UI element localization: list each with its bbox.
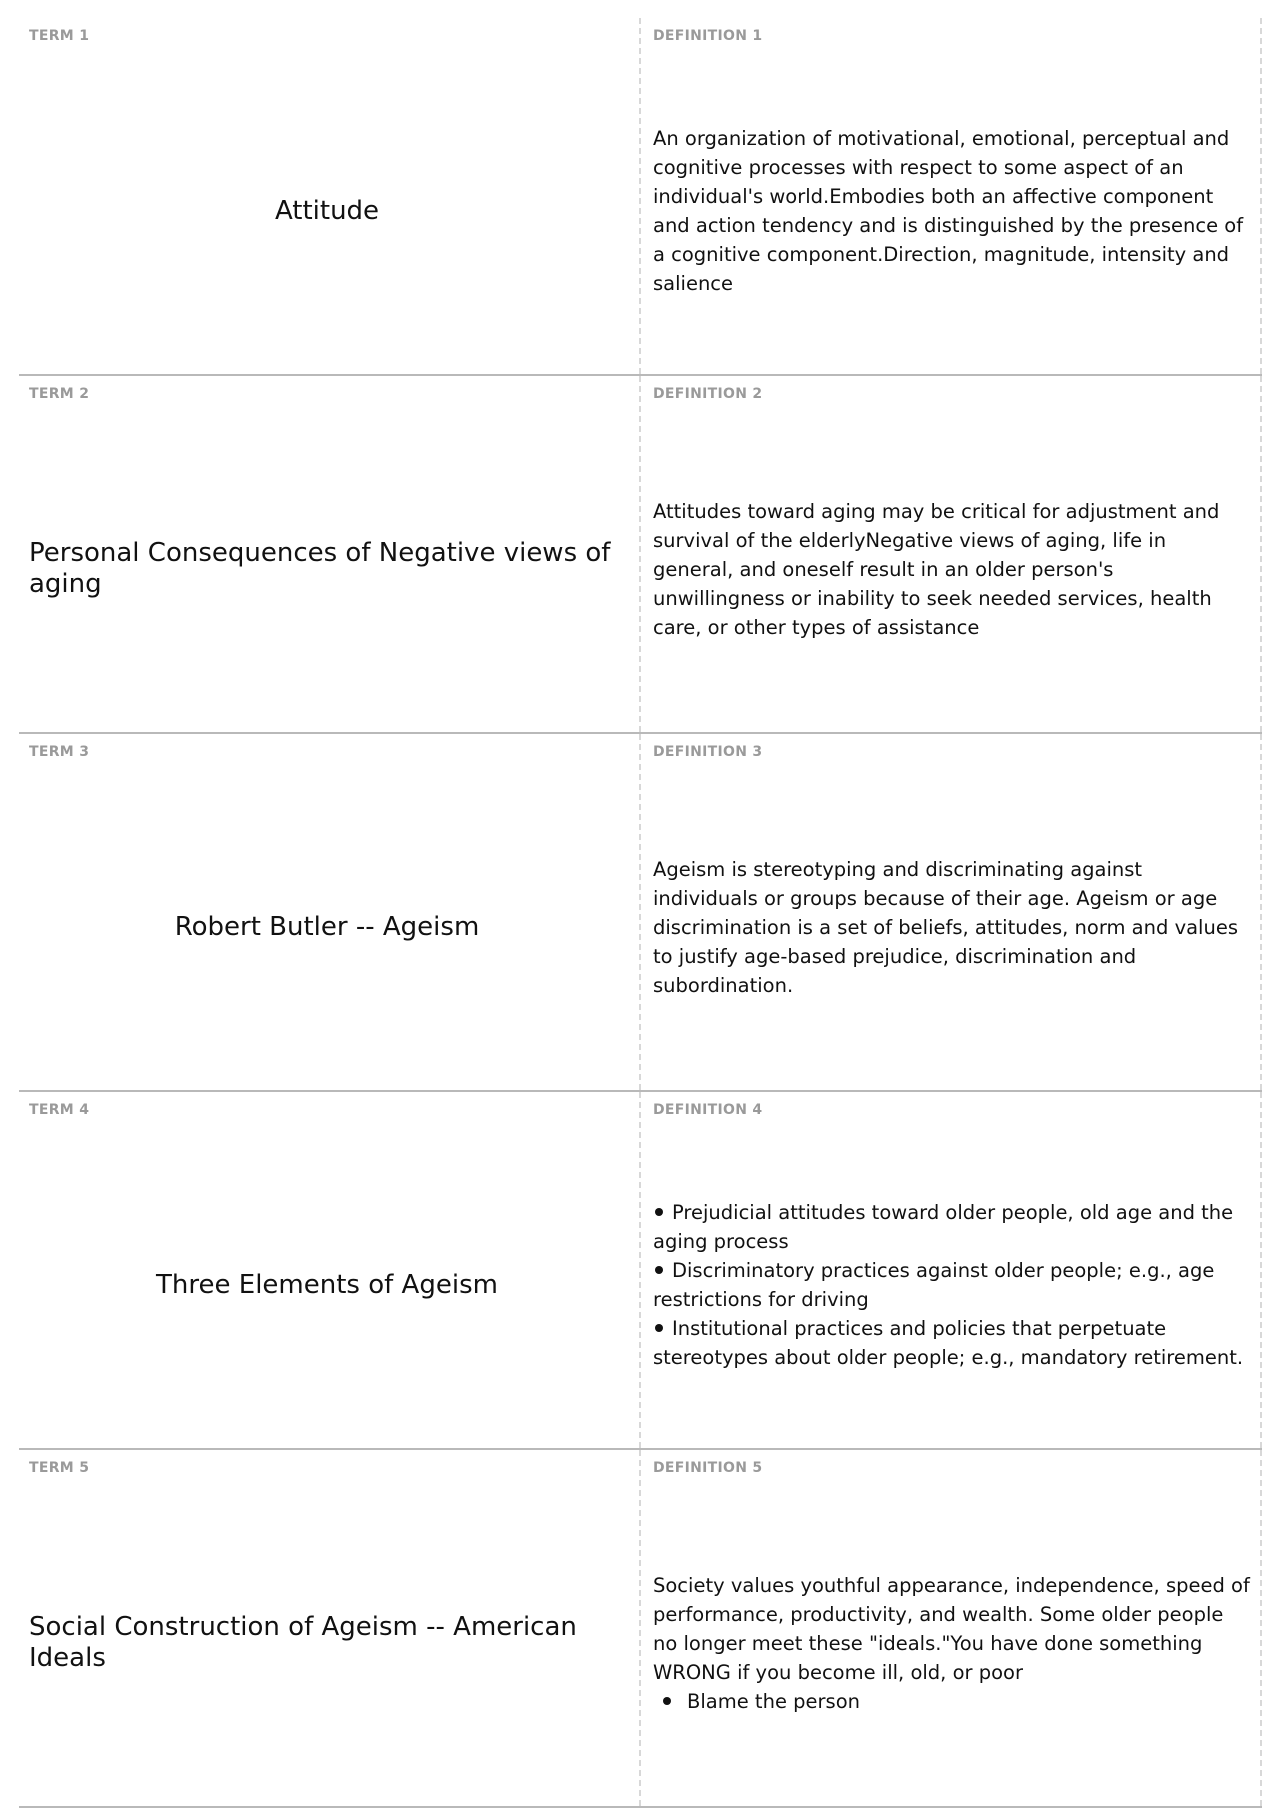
- bullet-item: Blame the person: [653, 1687, 1250, 1716]
- definition-cell-5: [641, 1450, 1262, 1806]
- definition-text-1: An organization of motivational, emotional, perceptual and cognitive processes with respect to some aspect of an individual's world.Embodies both an affective component and action tendency and is distinguished by the presence of a cognitive component.Direction, magnitude, intensity and salience: [653, 127, 1244, 295]
- term-cell-5: [19, 1450, 641, 1806]
- term-label-5: TERM 5: [29, 1460, 90, 1476]
- flashcard-sheet: [19, 18, 1262, 1808]
- term-text-3: Robert Butler -- Ageism: [174, 911, 480, 942]
- definition-cell-1: [641, 18, 1262, 374]
- term-cell-4: [19, 1092, 641, 1448]
- definition-text-3: Ageism is stereotyping and discriminating against individuals or groups because of their age. Ageism or age discrimination is a set of beliefs, attitudes, norm and values to justify age-based prejudice, discrimination and subordination.: [653, 857, 1238, 997]
- flashcard-1: [19, 18, 1262, 376]
- flashcard-3: [19, 734, 1262, 1092]
- term-label-1: TERM 1: [29, 28, 90, 44]
- flashcard-2: [19, 376, 1262, 734]
- term-label-3: TERM 3: [29, 744, 90, 760]
- bullet-item: Discriminatory practices against older people; e.g., age restrictions for driving: [653, 1256, 1250, 1314]
- term-label-2: TERM 2: [29, 386, 90, 402]
- definition-label-1: DEFINITION 1: [653, 28, 763, 44]
- definition-label-5: DEFINITION 5: [653, 1460, 763, 1476]
- definition-cell-4: [641, 1092, 1262, 1448]
- term-cell-1: [19, 18, 641, 374]
- term-cell-3: [19, 734, 641, 1090]
- term-text-1: Attitude: [274, 195, 380, 226]
- term-text-2: Personal Consequences of Negative views of aging: [29, 538, 611, 599]
- definition-bullets-4: [653, 1122, 1250, 1448]
- term-cell-2: [19, 376, 641, 732]
- definition-label-2: DEFINITION 2: [653, 386, 763, 402]
- flashcard-4: [19, 1092, 1262, 1450]
- term-text-4: Three Elements of Ageism: [156, 1269, 498, 1300]
- flashcard-5: [19, 1450, 1262, 1808]
- term-text-5: Social Construction of Ageism -- American Ideals: [29, 1612, 577, 1673]
- definition-label-3: DEFINITION 3: [653, 744, 763, 760]
- bullet-item: Institutional practices and policies that perpetuate stereotypes about older people; e.g., mandatory retirement.: [653, 1314, 1250, 1372]
- definition-cell-3: [641, 734, 1262, 1090]
- bullet-item: Prejudicial attitudes toward older people, old age and the aging process: [653, 1198, 1250, 1256]
- definition-cell-2: [641, 376, 1262, 732]
- definition-text-2: Attitudes toward aging may be critical for adjustment and survival of the elderlyNegative views of aging, life in general, and oneself result in an older person's unwillingness or inability to seek needed services, health care, or other types of assistance: [653, 499, 1220, 639]
- definition-label-4: DEFINITION 4: [653, 1102, 763, 1118]
- definition-text-5: Society values youthful appearance, independence, speed of performance, productivity, and wealth. Some older people no longer meet these "ideals."You have done something WRONG if you become ill, old, or poor Blame the person: [653, 1480, 1250, 1806]
- term-label-4: TERM 4: [29, 1102, 90, 1118]
